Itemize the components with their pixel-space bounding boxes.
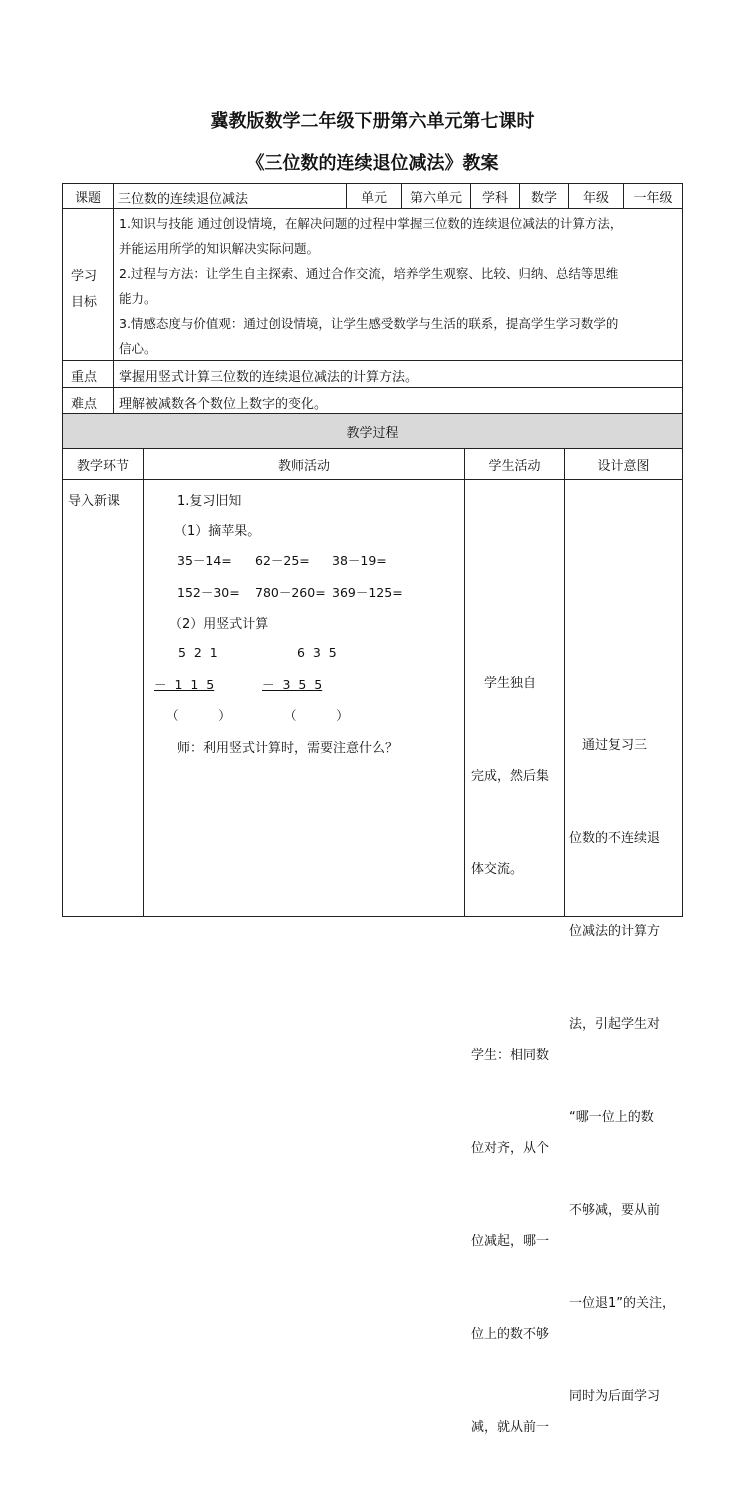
intent-line: 位数的不连续退 <box>569 831 661 846</box>
topic-label: 课题 <box>62 183 114 209</box>
intent-line: “哪一位上的数 <box>569 1110 654 1125</box>
goals-label-line1: 学习 <box>71 269 98 284</box>
student-line: 学生独自 <box>471 676 537 691</box>
student-activity-cell <box>464 479 565 1435</box>
student-line <box>471 947 549 978</box>
design-intent-cell <box>564 479 683 1404</box>
intent-line: 同时为后面学习 <box>569 1389 661 1404</box>
goals-content <box>113 208 683 361</box>
vertical-calc-1-top: 5 2 1 <box>178 645 218 660</box>
subject-label: 学科 <box>470 183 520 209</box>
col-header-teacher: 教师活动 <box>143 448 465 480</box>
exercise-item: 62－25= <box>255 553 310 568</box>
goal-line: 并能运用所学的知识解决实际问题。 <box>119 241 320 256</box>
unit-label: 单元 <box>346 183 402 209</box>
student-line: 体交流。 <box>471 862 524 877</box>
apples-heading: （1）摘苹果。 <box>174 524 261 539</box>
vertical-calc-2-top: 6 3 5 <box>297 645 337 660</box>
student-line: 减，就从前一 <box>471 1420 550 1435</box>
goal-line: 3.情感态度与价值观：通过创设情境，让学生感受数学与生活的联系，提高学生学习数学的 <box>119 316 619 331</box>
student-line: 位减起，哪一 <box>471 1234 550 1249</box>
goal-line: 2.过程与方法：让学生自主探索、通过合作交流，培养学生观察、比较、归纳、总结等思维 <box>119 266 619 281</box>
teacher-activity-cell <box>143 479 465 917</box>
answer-blank-1: （ ） <box>166 708 231 723</box>
student-line: 位对齐，从个 <box>471 1141 550 1156</box>
student-line: 位上的数不够 <box>471 1327 550 1342</box>
teacher-question: 师：利用竖式计算时，需要注意什么？ <box>177 741 399 756</box>
goals-label-cell <box>62 208 114 361</box>
intent-line: 不够减，要从前 <box>569 1203 661 1218</box>
student-line: 学生：相同数 <box>471 1048 550 1063</box>
stage-cell <box>62 479 144 917</box>
key-point-label: 重点 <box>62 360 114 388</box>
review-heading: 1.复习旧知 <box>177 494 242 509</box>
exercise-item: 780－260= <box>255 585 326 600</box>
grade-value: 一年级 <box>623 183 683 209</box>
col-header-student: 学生活动 <box>464 448 565 480</box>
goal-line: 信心。 <box>119 341 157 356</box>
exercise-item: 152－30= <box>177 585 240 600</box>
intent-line: 法，引起学生对 <box>569 1017 661 1032</box>
exercise-item: 38－19= <box>332 553 387 568</box>
student-line: 完成，然后集 <box>471 769 550 784</box>
vertical-calc-1-bottom: － 1 1 5 <box>154 677 215 692</box>
stage-text: 导入新课 <box>68 494 121 509</box>
section-teaching-process: 教学过程 <box>62 413 683 449</box>
document-subtitle: 《三位数的连续退位减法》教案 <box>246 153 499 174</box>
goal-line: 能力。 <box>119 291 157 306</box>
answer-blank-2: （ ） <box>284 708 349 723</box>
grade-label: 年级 <box>568 183 624 209</box>
difficulty-label: 难点 <box>62 387 114 414</box>
intent-line: 通过复习三 <box>569 738 648 753</box>
subject-value: 数学 <box>519 183 569 209</box>
intent-line: 位减法的计算方 <box>569 924 661 939</box>
goal-line: 1.知识与技能 通过创设情境，在解决问题的过程中掌握三位数的连续退位减法的计算方法， <box>119 216 623 231</box>
topic-value: 三位数的连续退位减法 <box>113 183 347 209</box>
col-header-stage: 教学环节 <box>62 448 144 480</box>
exercise-item: 369－125= <box>332 585 403 600</box>
difficulty-text: 理解被减数各个数位上数字的变化。 <box>113 387 683 414</box>
intent-line: 一位退1”的关注， <box>569 1296 676 1311</box>
vertical-calc-2-bottom: － 3 5 5 <box>262 677 323 692</box>
document-title: 冀教版数学二年级下册第六单元第七课时 <box>210 111 535 132</box>
goals-label-line2: 目标 <box>71 295 98 310</box>
exercise-item: 35－14= <box>177 553 232 568</box>
col-header-intent: 设计意图 <box>564 448 683 480</box>
vertical-calc-heading: （2）用竖式计算 <box>169 617 269 632</box>
unit-value: 第六单元 <box>401 183 471 209</box>
key-point-text: 掌握用竖式计算三位数的连续退位减法的计算方法。 <box>113 360 683 388</box>
